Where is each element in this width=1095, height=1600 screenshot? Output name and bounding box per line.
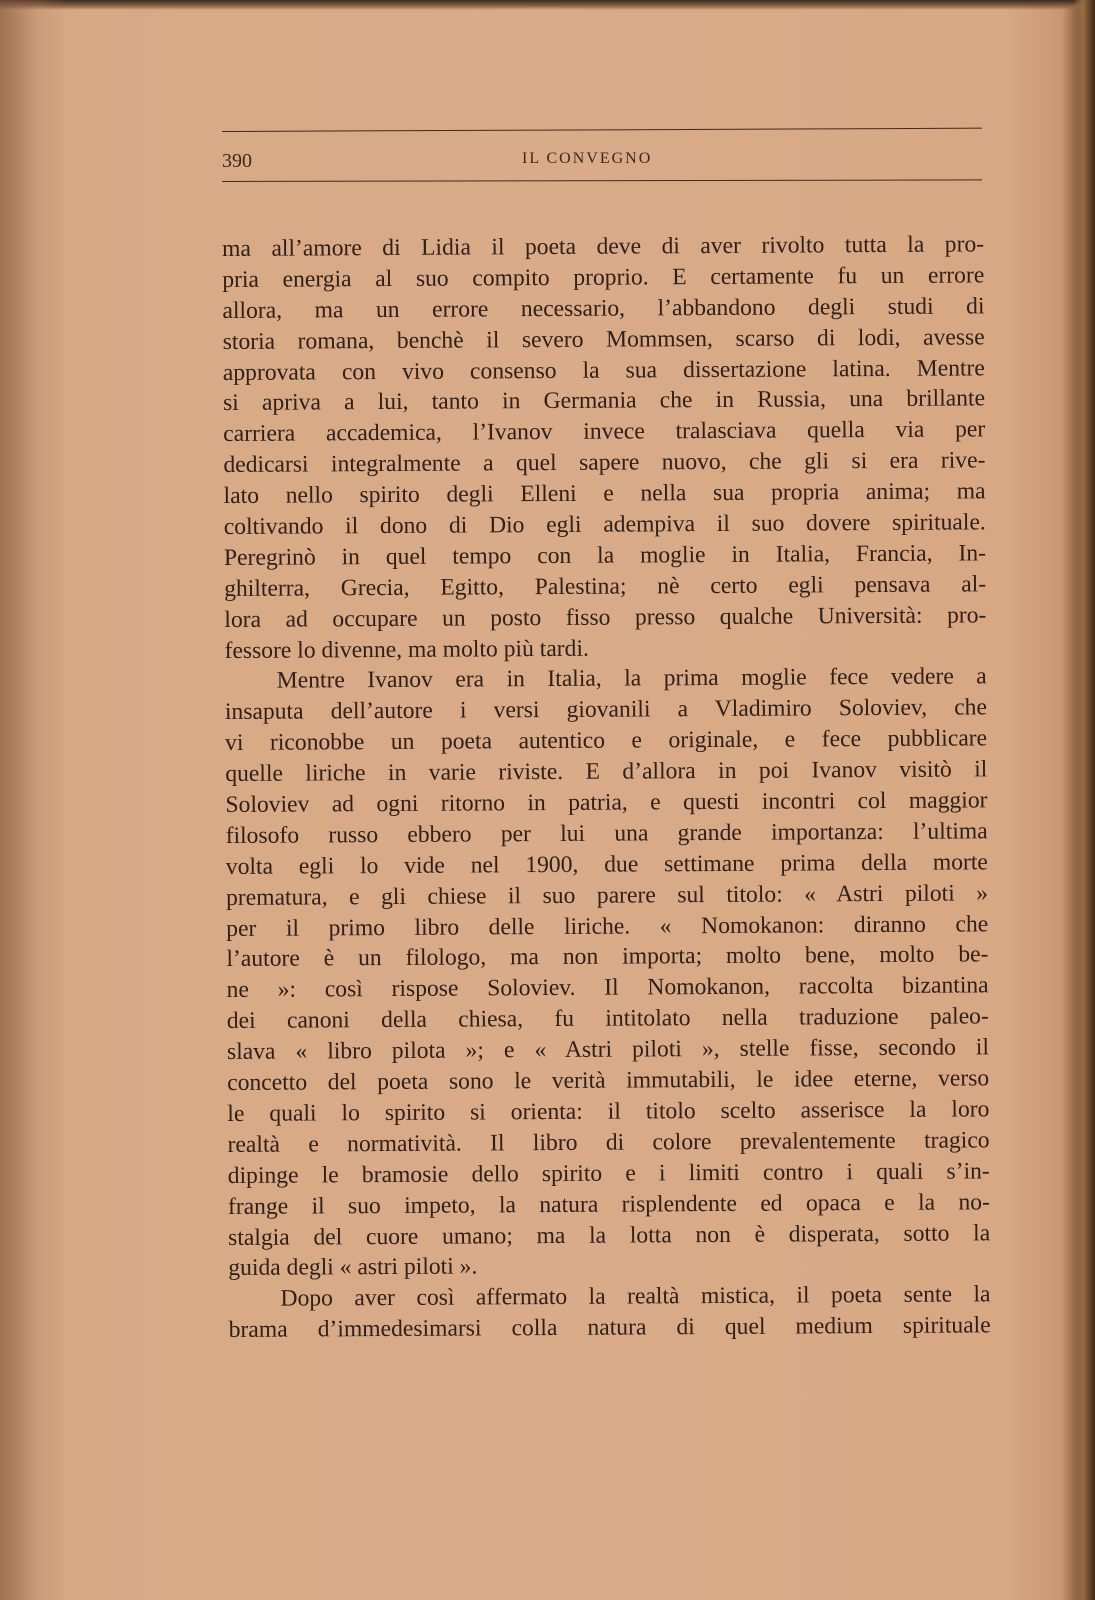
- text-line: realtà e normatività. Il libro di colore prevalentemente tragico: [227, 1127, 990, 1158]
- text-line: fessore lo divenne, ma molto più tardi.: [224, 635, 589, 664]
- text-line: l’autore è un filologo, ma non importa; molto bene, molto be-: [226, 941, 989, 973]
- text-line: approvata con vivo consenso la sua dissertazione latina. Mentre: [222, 354, 985, 386]
- page-header: [222, 150, 982, 176]
- text-line: Dopo aver così affermato la realtà mistica, il poeta sente la: [280, 1281, 991, 1312]
- page-top-shadow: [0, 0, 1095, 10]
- text-line: Peregrinò in quel tempo con la moglie in Italia, Francia, In-: [223, 540, 987, 571]
- text-line: guida degli « astri piloti ».: [228, 1253, 478, 1282]
- text-line: pria energia al suo compito proprio. E certamente fu un errore: [222, 262, 985, 293]
- text-line: carriera accademica, l’Ivanov invece tralasciava quella via per: [223, 416, 986, 448]
- page-spine-shadow: [0, 0, 70, 1600]
- text-line: le quali lo spirito si orienta: il titolo scelto asserisce la loro: [227, 1096, 990, 1127]
- running-head: IL CONVEGNO: [522, 150, 653, 167]
- text-line: slava « libro pilota »; e « Astri piloti », stelle fisse, secondo il: [226, 1034, 990, 1066]
- text-line: Mentre Ivanov era in Italia, la prima moglie fece vedere a: [276, 663, 987, 695]
- page-number: 390: [222, 150, 252, 172]
- text-line: per il primo libro delle liriche. « Nomokanon: diranno che: [226, 910, 989, 942]
- text-line: insaputa dell’autore i versi giovanili a Vladimiro Soloviev, che: [224, 694, 987, 726]
- text-line: ghilterra, Grecia, Egitto, Palestina; nè certo egli pensava al-: [224, 571, 987, 602]
- header-rule-bottom: [222, 179, 982, 182]
- text-line: lora ad occupare un posto fisso presso qualche Università: pro-: [224, 602, 987, 633]
- text-line: quelle liriche in varie riviste. E d’allora in poi Ivanov visitò il: [225, 756, 988, 788]
- text-line: Soloviev ad ogni ritorno in patria, e questi incontri col maggior: [225, 787, 988, 819]
- text-line: frange il suo impeto, la natura risplendente ed opaca e la no-: [227, 1188, 991, 1220]
- text-line: concetto del poeta sono le verità immutabili, le idee eterne, verso: [227, 1065, 990, 1097]
- text-line: brama d’immedesimarsi colla natura di quel medium spirituale: [228, 1312, 991, 1344]
- text-line: si apriva a lui, tanto in Germania che in Russia, una brillante: [222, 385, 986, 417]
- text-line: ne »: così rispose Soloviev. Il Nomokanon, raccolta bizantina: [226, 972, 989, 1004]
- page-right-edge: [1073, 0, 1095, 1600]
- text-line: vi riconobbe un poeta autentico e originale, e fece pubblicare: [225, 725, 988, 757]
- text-line: ma all’amore di Lidia il poeta deve di aver rivolto tutta la pro-: [222, 231, 985, 262]
- header-rule-top: [222, 128, 982, 132]
- text-line: volta egli lo vide nel 1900, due settimane prima della morte: [225, 849, 988, 880]
- text-line: lato nello spirito degli Elleni e nella sua propria anima; ma: [223, 478, 986, 510]
- text-line: dipinge le bramosie dello spirito e i limiti contro i quali s’in-: [227, 1158, 990, 1189]
- text-line: filosofo russo ebbero per lui una grande importanza: l’ultima: [225, 818, 988, 849]
- text-line: stalgia del cuore umano; ma la lotta non è disperata, sotto la: [228, 1219, 991, 1251]
- text-line: storia romana, benchè il severo Mommsen, scarso di lodi, avesse: [222, 324, 985, 355]
- text-line: coltivando il dono di Dio egli adempiva il suo dovere spirituale.: [223, 509, 986, 541]
- text-line: prematura, e gli chiese il suo parere sul titolo: « Astri piloti »: [225, 880, 989, 911]
- text-line: dei canoni della chiesa, fu intitolato nella traduzione paleo-: [226, 1003, 989, 1035]
- text-line: allora, ma un errore necessario, l’abbandono degli studi di: [222, 293, 985, 324]
- body-text: [222, 229, 991, 1346]
- text-line: dedicarsi integralmente a quel sapere nuovo, che gli si era rive-: [223, 447, 986, 479]
